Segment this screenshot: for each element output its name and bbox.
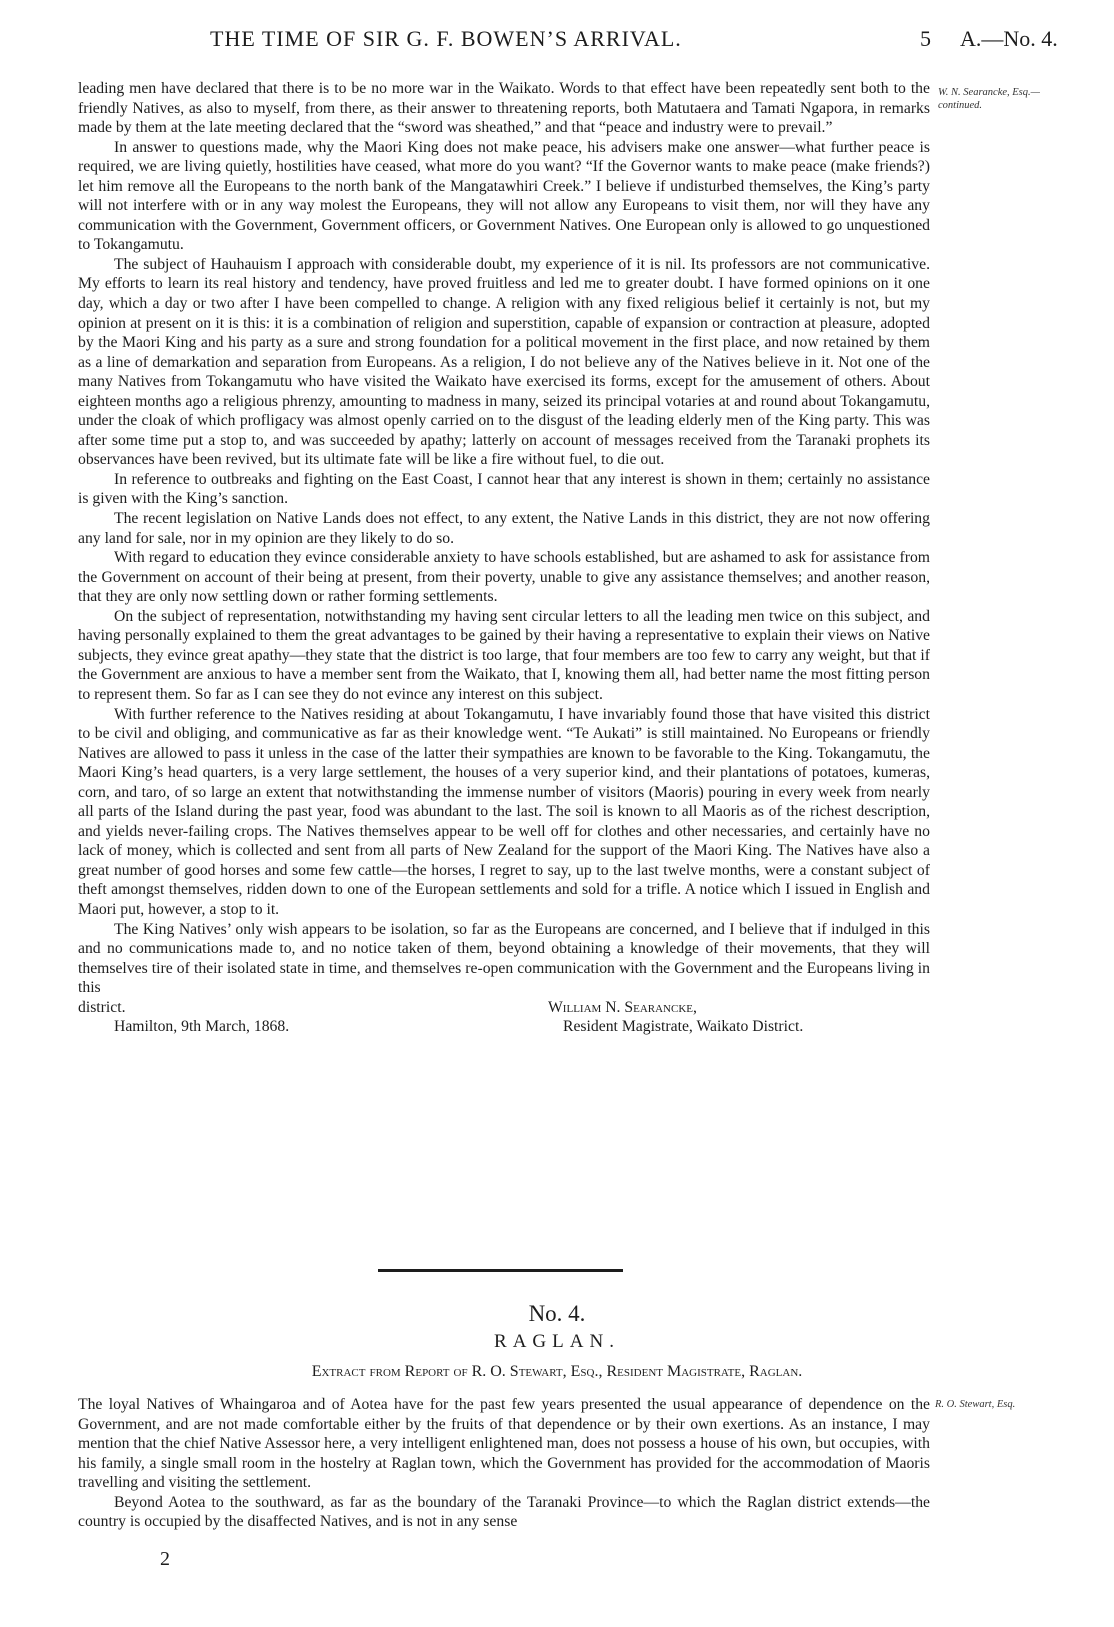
paragraph: The loyal Natives of Whaingaroa and of Aotea have for the past few years presented the usual appearance of dependence on the Government, and are not made comfortable either by the fruits of that dependence or by their own exertions. As an instance, I may mention that the chief Native Assessor here, a very intelligent enlightened man, does not possess a house of his own, but occupies, with his family, a single small room in the hostelry at Raglan town, which the Government has provided for the accommodation of Maoris travelling and visiting the settlement. <box>78 1396 930 1492</box>
report-searancke <box>78 79 930 1038</box>
page-header <box>80 26 1060 60</box>
signatory-title: Resident Magistrate, Waikato District. <box>563 1018 804 1036</box>
paragraph: With further reference to the Natives residing at about Tokangamutu, I have invariably found those that have visited this district to be civil and obliging, and communicative as far as their knowledge went. “Te Aukati” is still maintained. No Europeans or friendly Natives are allowed to pass it unless in the case of the latter their sympathies are known to be favorable to the King. Tokangamutu, the Maori King’s head quarters, is a very large settlement, the houses of a very superior kind, and their plantations of potatoes, kumeras, corn, and taro, of so large an extent that notwithstanding the immense number of visitors (Maoris) pouring in every week from nearly all parts of the Island during the past year, food was abundant to the last. The soil is known to all Maoris as of the richest description, and yields never-failing crops. The Natives themselves appear to be well off for clothes and other necessaries, and certainly have no lack of money, which is collected and sent from all parts of New Zealand for the support of the Maori King. The Natives have also a great number of good horses and some few cattle—the horses, I regret to say, up to the last twelve months, were a constant subject of theft amongst themselves, ridden down to one of the European settlements and sold for a trifle. A notice which I issued in English and Maori put, however, a stop to it. <box>78 705 930 918</box>
margin-note-stewart: R. O. Stewart, Esq. <box>935 1399 1016 1410</box>
paragraph: With regard to education they evince considerable anxiety to have schools established, but are ashamed to ask for assistance from the Government on account of their being at present, from their poverty, unable to give any assistance themselves; and another reason, that they are only now settling down or rather forming settlements. <box>78 549 930 606</box>
paragraph: In answer to questions made, why the Maori King does not make peace, his advisers make one answer—what further peace is required, we are living quietly, hostilities have ceased, what more do you want? “If the Governor wants to make peace (make friends?) let him remove all the Europeans to the north bank of the Mangatawhiri Creek.” I believe if undisturbed themselves, the King’s party will not interfere with or in any way molest the Europeans, they will not allow any Europeans to visit them, nor will they have any communication with the Government, Government officers, or Government Natives. One European only is allowed to go unquestioned to Tokangamutu. <box>78 138 930 254</box>
section-divider <box>378 1269 623 1272</box>
running-title: THE TIME OF SIR G. F. BOWEN’S ARRIVAL. <box>210 26 682 51</box>
paragraph: leading men have declared that there is to be no more war in the Waikato. Words to that effect have been repeatedly sent both to the friendly Natives, as also to myself, from there, as their answer to threatening reports, both Matutaera and Tamati Ngapora, in remarks made by them at the late meeting declared that the “sword was sheathed,” and that “peace and industry were to prevail.” <box>78 80 930 137</box>
section-title: RAGLAN. <box>494 1331 620 1352</box>
signatory-name: William N. Searancke, <box>548 998 697 1016</box>
place-date: Hamilton, 9th March, 1868. <box>114 1018 290 1036</box>
document-reference: A.—No. 4. <box>960 26 1058 51</box>
paragraph: In reference to outbreaks and fighting on the East Coast, I cannot hear that any interest is shown in them; certainly no assistance is given with the King’s sanction. <box>78 470 930 508</box>
paragraph: The King Natives’ only wish appears to be isolation, so far as the Europeans are concerned, and I believe that if indulged in this and no communications made to, and no notice taken of them, beyond obtaining a knowledge of their movements, that they will themselves tire of their isolated state in time, and themselves re-open communication with the Government and the Europeans living in this <box>78 920 930 997</box>
paragraph: On the subject of representation, notwithstanding my having sent circular letters to all the leading men twice on this subject, and having personally explained to them the great advantages to be gained by their having a representative to explain their views on Native subjects, they evince great apathy—they state that the district is too large, that four members are too few to carry any weight, but that if the Government are anxious to have a member sent from the Waikato, that I, knowing them all, had better name the most fitting person to represent them. So far as I can see they do not evince any interest on this subject. <box>78 607 930 703</box>
signature-block <box>78 998 930 1038</box>
section-subtitle: Extract from Report of R. O. Stewart, Esq., Resident Magistrate, Raglan. <box>311 1363 803 1380</box>
margin-note-searancke: W. N. Searancke, Esq.—continued. <box>938 87 1040 111</box>
paragraph: Beyond Aotea to the southward, as far as the boundary of the Taranaki Province—to which the Raglan district extends—the country is occupied by the disaffected Natives, and is not in any sense <box>78 1493 930 1531</box>
closing-word: district. <box>78 998 126 1016</box>
report-stewart <box>78 1395 930 1532</box>
printer-signature-mark: 2 <box>160 1548 170 1570</box>
paragraph: The subject of Hauhauism I approach with considerable doubt, my experience of it is nil. Its professors are not communicative. My efforts to learn its real history and tendency, have proved fruitless and led me to greater doubt. I have formed opinions on it one day, which a day or two after I have been compelled to change. A religion with any fixed religious belief it certainly is not, but my opinion at present on it is this: it is a combination of religion and superstition, capable of expansion or contraction at pleasure, adopted by the Maori King and his party as a sure and strong foundation for a political movement in the first place, and now retained by them as a line of demarkation and separation from Europeans. As a religion, I do not believe any of the Natives believe in it. Not one of the many Natives from Tokangamutu who have visited the Waikato have exercised its forms, except for the amusement of others. About eighteen months ago a religious phrenzy, amounting to madness in many, seized its principal votaries at and round about Tokangamutu, under the cloak of which profligacy was almost openly carried on to the disgust of the leading elderly men of the King party. This was after some time put a stop to, and was succeeded by apathy; latterly on account of messages received from the Taranaki prophets its observances have been revived, but its ultimate fate will be like a fire without fuel, to die out. <box>78 255 930 469</box>
section-number: No. 4. <box>528 1301 586 1326</box>
paragraph: The recent legislation on Native Lands does not effect, to any extent, the Native Lands in this district, they are not now offering any land for sale, nor in my opinion are they likely to do so. <box>78 510 930 547</box>
page-number: 5 <box>920 26 931 51</box>
